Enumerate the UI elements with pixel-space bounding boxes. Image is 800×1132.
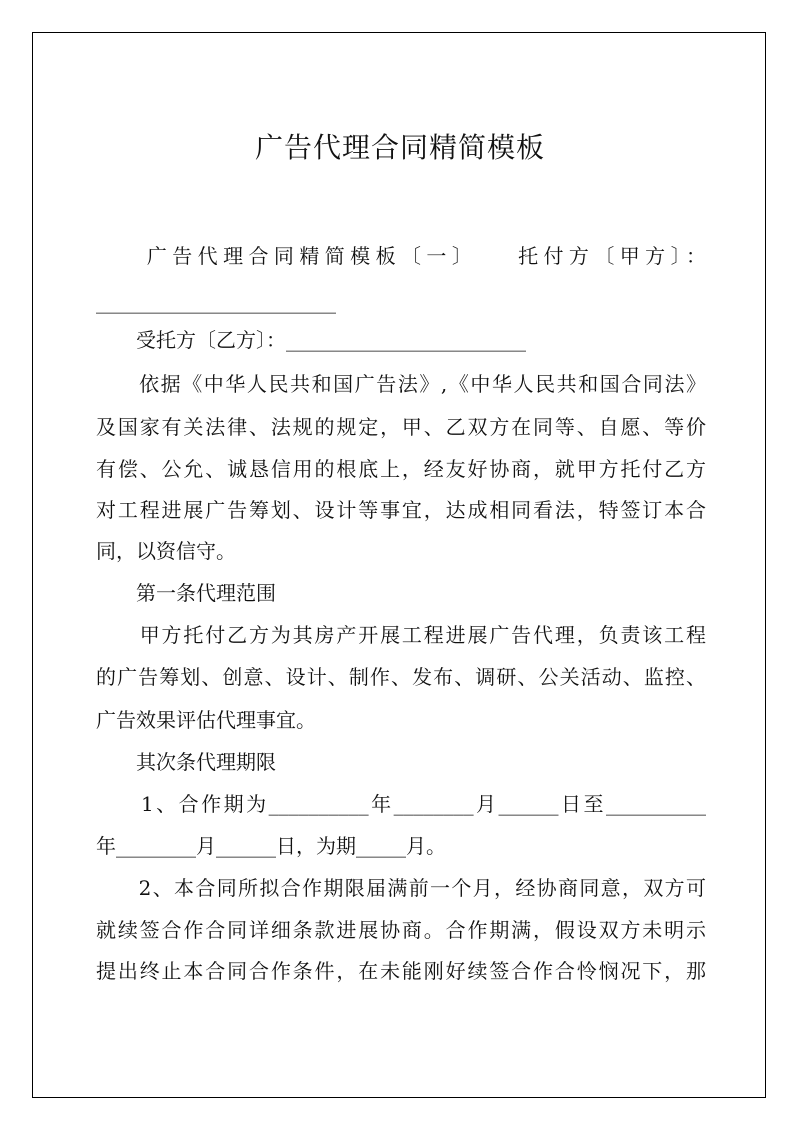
- document-title: 广告代理合同精简模板: [254, 131, 545, 164]
- paragraph-line: 甲方托付乙方为其房产开展工程进展广告代理，负责该工程: [96, 623, 706, 647]
- paragraph-line: 广告效果评估代理事宜。: [96, 708, 316, 732]
- paragraph-line: 2、本合同所拟合作期限届满前一个月，经协商同意，双方可: [96, 876, 706, 900]
- paragraph-line: 受托方〔乙方〕：________________________: [96, 328, 526, 352]
- paragraph-line: 广告代理合同精简模板〔一〕 托付方〔甲方〕：: [96, 244, 706, 268]
- paragraph-line: 提出终止本合同合作条件，在未能刚好续签合作合怜悯况下，那: [96, 959, 706, 983]
- blank-line: ________________________: [96, 290, 336, 314]
- paragraph-line: 同，以资信守。: [96, 539, 236, 563]
- paragraph-line: 就续签合作合同详细条款进展协商。合作期满，假设双方未明示: [96, 918, 706, 942]
- section-heading: 第一条代理范围: [96, 581, 276, 605]
- paragraph-line: 对工程进展广告筹划、设计等事宜，达成相同看法，特签订本合: [96, 498, 706, 522]
- paragraph-line: 年________月______日，为期_____月。: [96, 834, 446, 858]
- paragraph-line: 及国家有关法律、法规的规定，甲、乙双方在同等、自愿、等价: [96, 415, 706, 439]
- paragraph-line: 的广告筹划、创意、设计、制作、发布、调研、公关活动、监控、: [96, 665, 706, 689]
- paragraph-line: 1、合作期为__________年________月______日至__________: [96, 792, 706, 816]
- section-heading: 其次条代理期限: [96, 750, 276, 774]
- paragraph-line: 有偿、公允、诚恳信用的根底上，经友好协商，就甲方托付乙方: [96, 457, 706, 481]
- paragraph-line: 依据《中华人民共和国广告法》,《中华人民共和国合同法》: [96, 372, 706, 396]
